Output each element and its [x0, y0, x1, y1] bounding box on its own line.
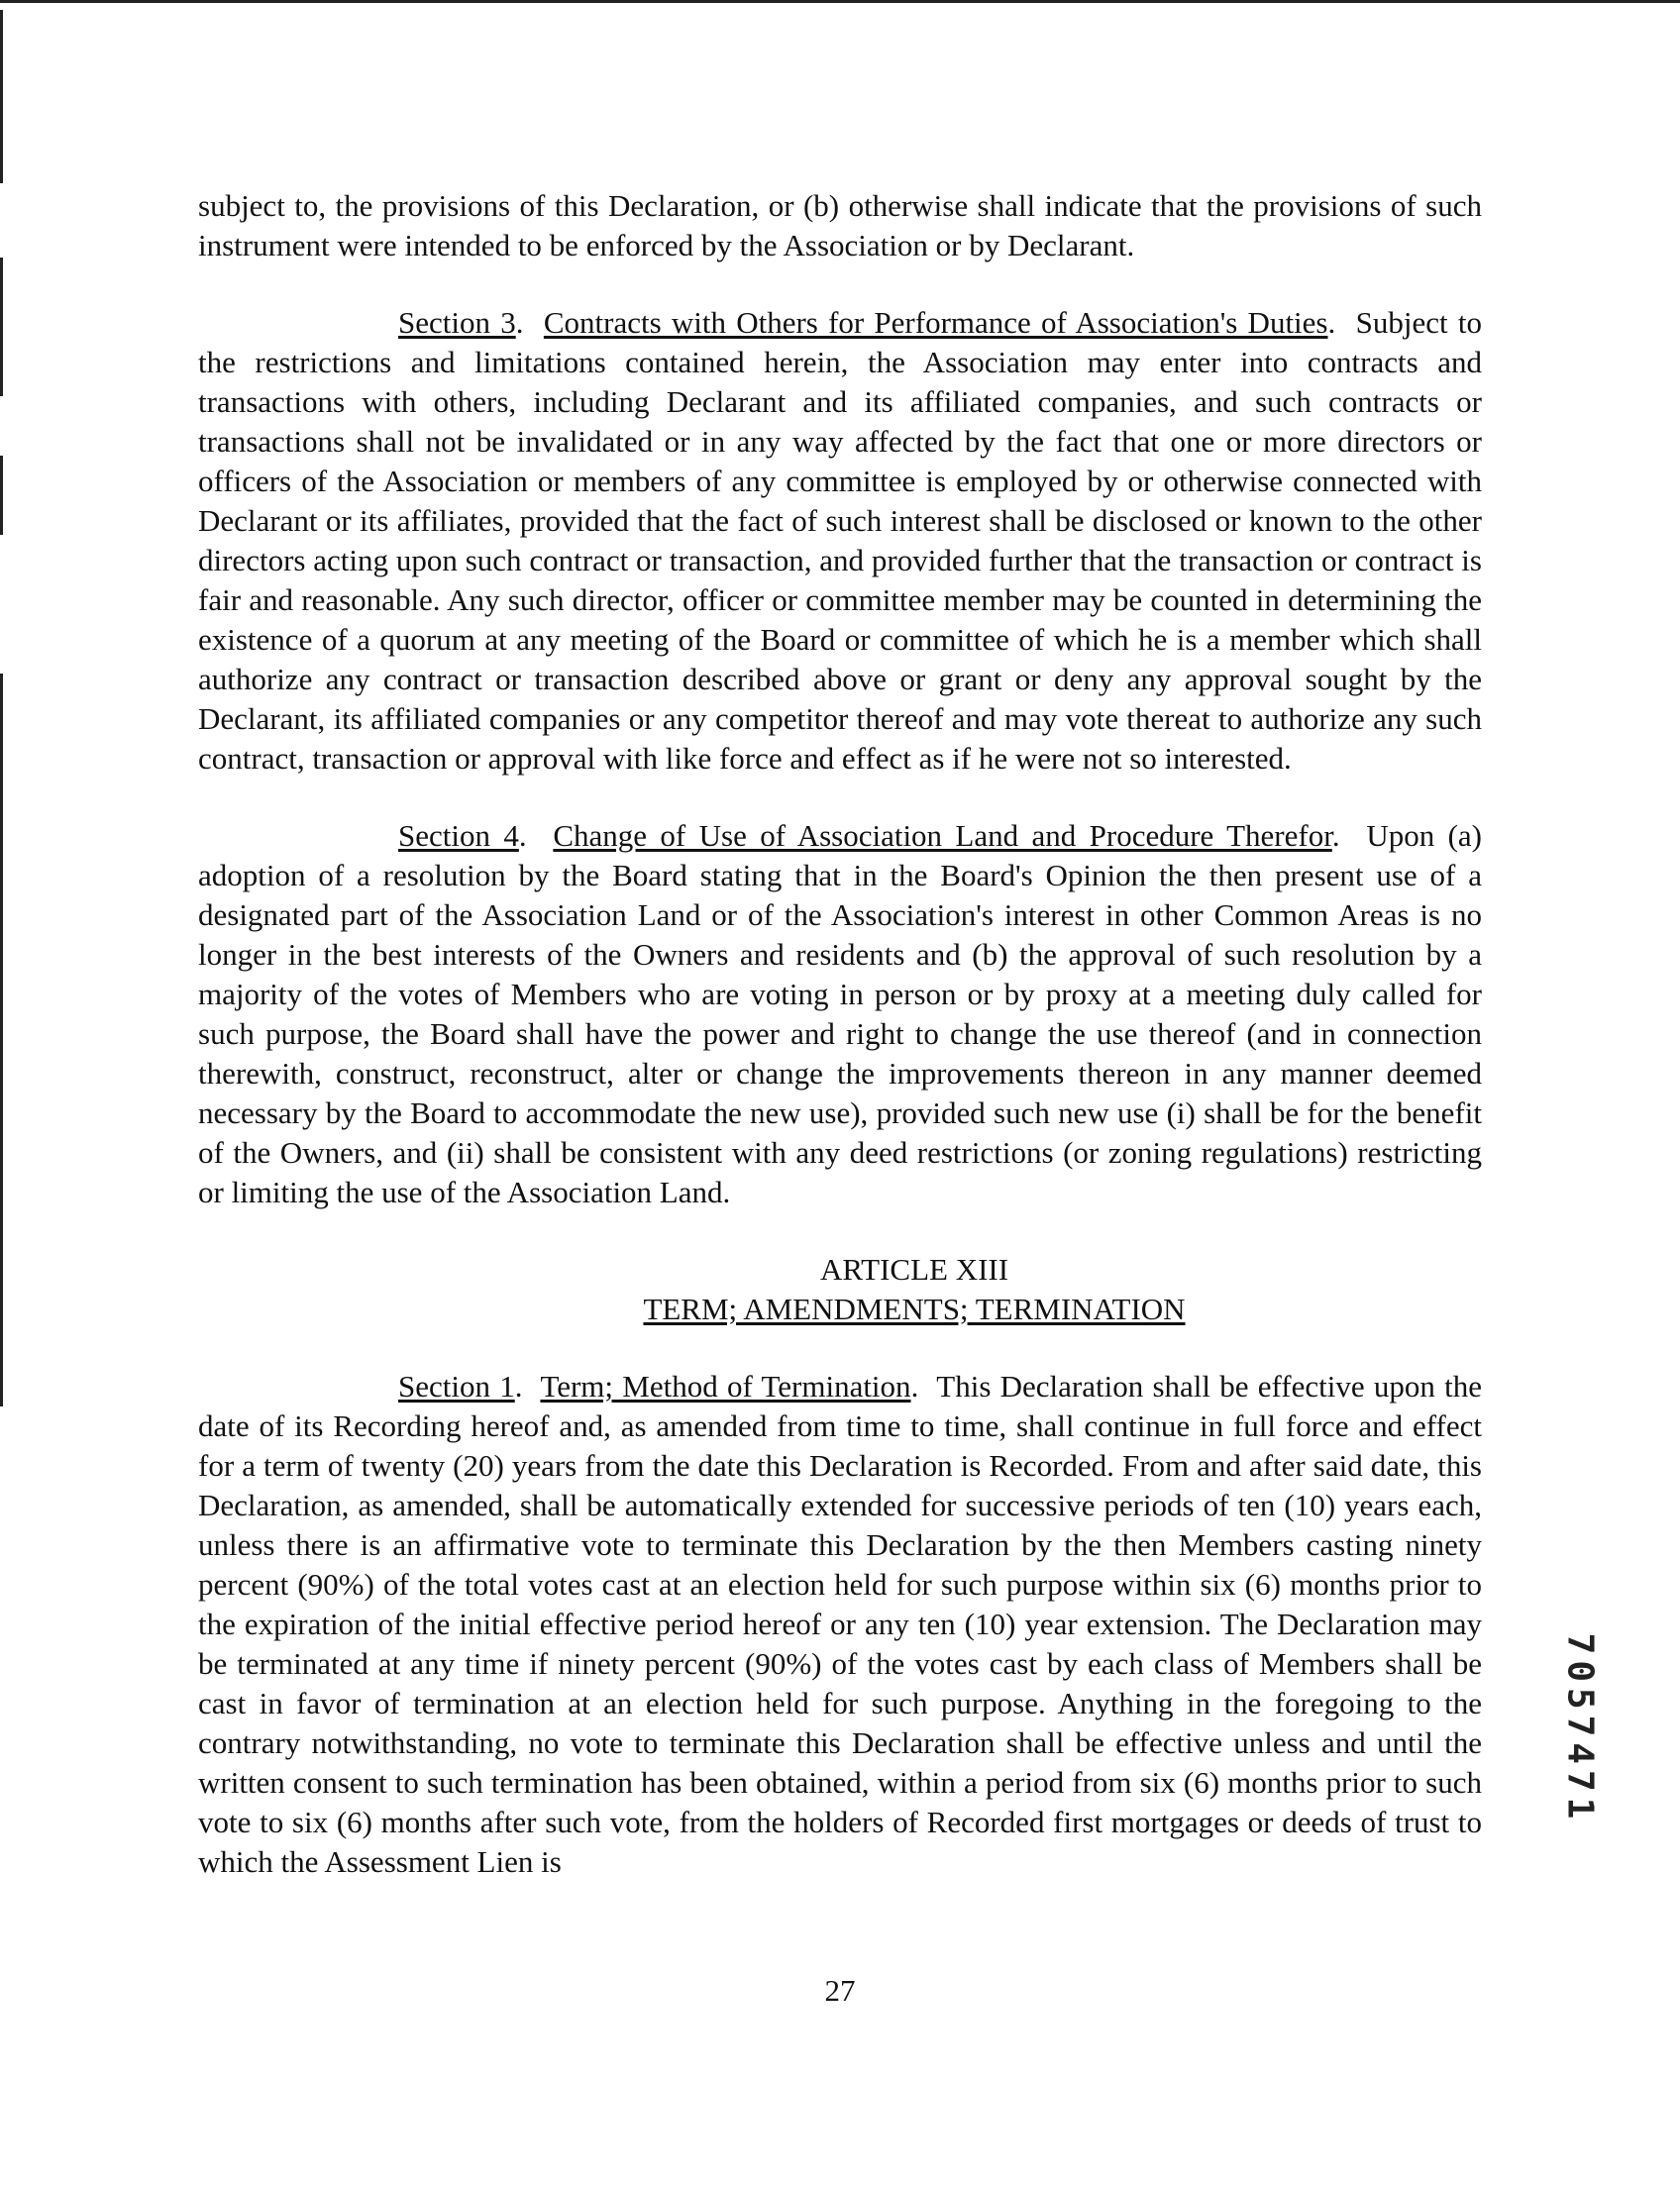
- section-4-label: Section 4: [398, 818, 519, 853]
- recording-stamp: [1550, 1545, 1610, 1902]
- left-edge-mark: [0, 456, 3, 535]
- recording-stamp-number: 7057471: [1559, 1632, 1601, 1825]
- article-number: ARTICLE XIII: [819, 1252, 1009, 1287]
- continuation-paragraph: subject to, the provisions of this Declaration, or (b) otherwise shall indicate that the provisions of such instrument were intended to be enforced by the Association or by Declarant.: [198, 188, 1482, 262]
- section-3-label: Section 3: [398, 305, 516, 340]
- paragraph-gap: [198, 265, 1482, 303]
- section-1-label: Section 1: [398, 1369, 515, 1404]
- paragraph-gap: [198, 779, 1482, 816]
- section-3-title: Contracts with Others for Performance of Association's Duties: [543, 305, 1328, 340]
- article-title: TERM; AMENDMENTS; TERMINATION: [643, 1292, 1186, 1326]
- section-1-title: Term; Method of Termination: [540, 1369, 911, 1404]
- section-4-body: Upon (a) adoption of a resolution by the Board stating that in the Board's Opinion the then present use of a designated part of the Association Land or of the Association's interest in other Common Areas is no longer in the best interests of the Owners and residents and (b) the approval of such resolution by a majority of the votes of Members who are voting in person or by proxy at a meeting duly called for such purpose, the Board shall have the power and right to change the use thereof (and in connection therewith, construct, reconstruct, alter or change the improvements thereon in any manner deemed necessary by the Board to accommodate the new use), provided such new use (i) shall be for the benefit of the Owners, and (ii) shall be consistent with any deed restrictions (or zoning regulations) restricting or limiting the use of the Association Land.: [198, 818, 1482, 1209]
- top-border-line: [0, 0, 1680, 3]
- article-heading: [347, 1290, 1482, 1329]
- paragraph-gap: [198, 1212, 1482, 1250]
- section-4-paragraph: Section 4. Change of Use of Association Land and Procedure Therefor. Upon (a) adoption of a resolution by the Board stating that in the Board's Opinion the then present use of a designated part of the Association Land or of the Association's interest in other Common Areas is no longer in the best interests of the Owners and residents and (b) the approval of such resolution by a majority of the votes of Members who are voting in person or by proxy at a meeting duly called for such purpose, the Board shall have the power and right to change the use thereof (and in connection therewith, construct, reconstruct, alter or change the improvements thereon in any manner deemed necessary by the Board to accommodate the new use), provided such new use (i) shall be for the benefit of the Owners, and (ii) shall be consistent with any deed restrictions (or zoning regulations) restricting or limiting the use of the Association Land.: [198, 818, 1482, 1209]
- left-edge-mark: [0, 258, 3, 396]
- paragraph-gap: [198, 1329, 1482, 1367]
- left-edge-mark: [0, 674, 3, 1406]
- page-number: 27: [824, 1973, 856, 2008]
- section-3-paragraph: Section 3. Contracts with Others for Performance of Association's Duties. Subject to the restrictions and limitations contained herein, the Association may enter into contracts and transactions with others, including Declarant and its affiliated companies, and such contracts or transactions shall not be invalidated or in any way affected by the fact that one or more directors or officers of the Association or members of any committee is employed by or otherwise connected with Declarant or its affiliates, provided that the fact of such interest shall be disclosed or known to the other directors acting upon such contract or transaction, and provided further that the transaction or contract is fair and reasonable. Any such director, officer or committee member may be counted in determining the existence of a quorum at any meeting of the Board or committee of which he is a member which shall authorize any contract or transaction described above or grant or deny any approval sought by the Declarant, its affiliated companies or any competitor thereof and may vote thereat to authorize any such contract, transaction or approval with like force and effect as if he were not so interested.: [198, 305, 1482, 776]
- section-4-title: Change of Use of Association Land and Procedure Therefor: [553, 818, 1332, 853]
- section-1-body: This Declaration shall be effective upon the date of its Recording hereof and, as amended from time to time, shall continue in full force and effect for a term of twenty (20) years from the date this Declaration is Recorded. From and after said date, this Declaration, as amended, shall be automatically extended for successive periods of ten (10) years each, unless there is an affirmative vote to terminate this Declaration by the then Members casting ninety percent (90%) of the total votes cast at an election held for such purpose within six (6) months prior to the expiration of the initial effective period hereof or any ten (10) year extension. The Declaration may be terminated at any time if ninety percent (90%) of the votes cast by each class of Members shall be cast in favor of termination at an election held for such purpose. Anything in the foregoing to the contrary notwithstanding, no vote to terminate this Declaration shall be effective unless and until the written consent to such termination has been obtained, within a period from six (6) months prior to such vote to six (6) months after such vote, from the holders of Recorded first mortgages or deeds of trust to which the Assessment Lien is: [198, 1369, 1483, 1879]
- section-1-paragraph: Section 1. Term; Method of Termination. This Declaration shall be effective upon the date of its Recording hereof and, as amended from time to time, shall continue in full force and effect for a term of twenty (20) years from the date this Declaration is Recorded. From and after said date, this Declaration, as amended, shall be automatically extended for successive periods of ten (10) years each, unless there is an affirmative vote to terminate this Declaration by the then Members casting ninety percent (90%) of the total votes cast at an election held for such purpose within six (6) months prior to the expiration of the initial effective period hereof or any ten (10) year extension. The Declaration may be terminated at any time if ninety percent (90%) of the votes cast by each class of Members shall be cast in favor of termination at an election held for such purpose. Anything in the foregoing to the contrary notwithstanding, no vote to terminate this Declaration shall be effective unless and until the written consent to such termination has been obtained, within a period from six (6) months prior to such vote to six (6) months after such vote, from the holders of Recorded first mortgages or deeds of trust to which the Assessment Lien is: [198, 1369, 1483, 1879]
- left-edge-mark: [0, 10, 3, 183]
- document-page: [198, 186, 1482, 1882]
- section-3-body: Subject to the restrictions and limitations contained herein, the Association may enter into contracts and transactions with others, including Declarant and its affiliated companies, and such contracts or transactions shall not be invalidated or in any way affected by the fact that one or more directors or officers of the Association or members of any committee is employed by or otherwise connected with Declarant or its affiliates, provided that the fact of such interest shall be disclosed or known to the other directors acting upon such contract or transaction, and provided further that the transaction or contract is fair and reasonable. Any such director, officer or committee member may be counted in determining the existence of a quorum at any meeting of the Board or committee of which he is a member which shall authorize any contract or transaction described above or grant or deny any approval sought by the Declarant, its affiliated companies or any competitor thereof and may vote thereat to authorize any such contract, transaction or approval with like force and effect as if he were not so interested.: [198, 305, 1482, 776]
